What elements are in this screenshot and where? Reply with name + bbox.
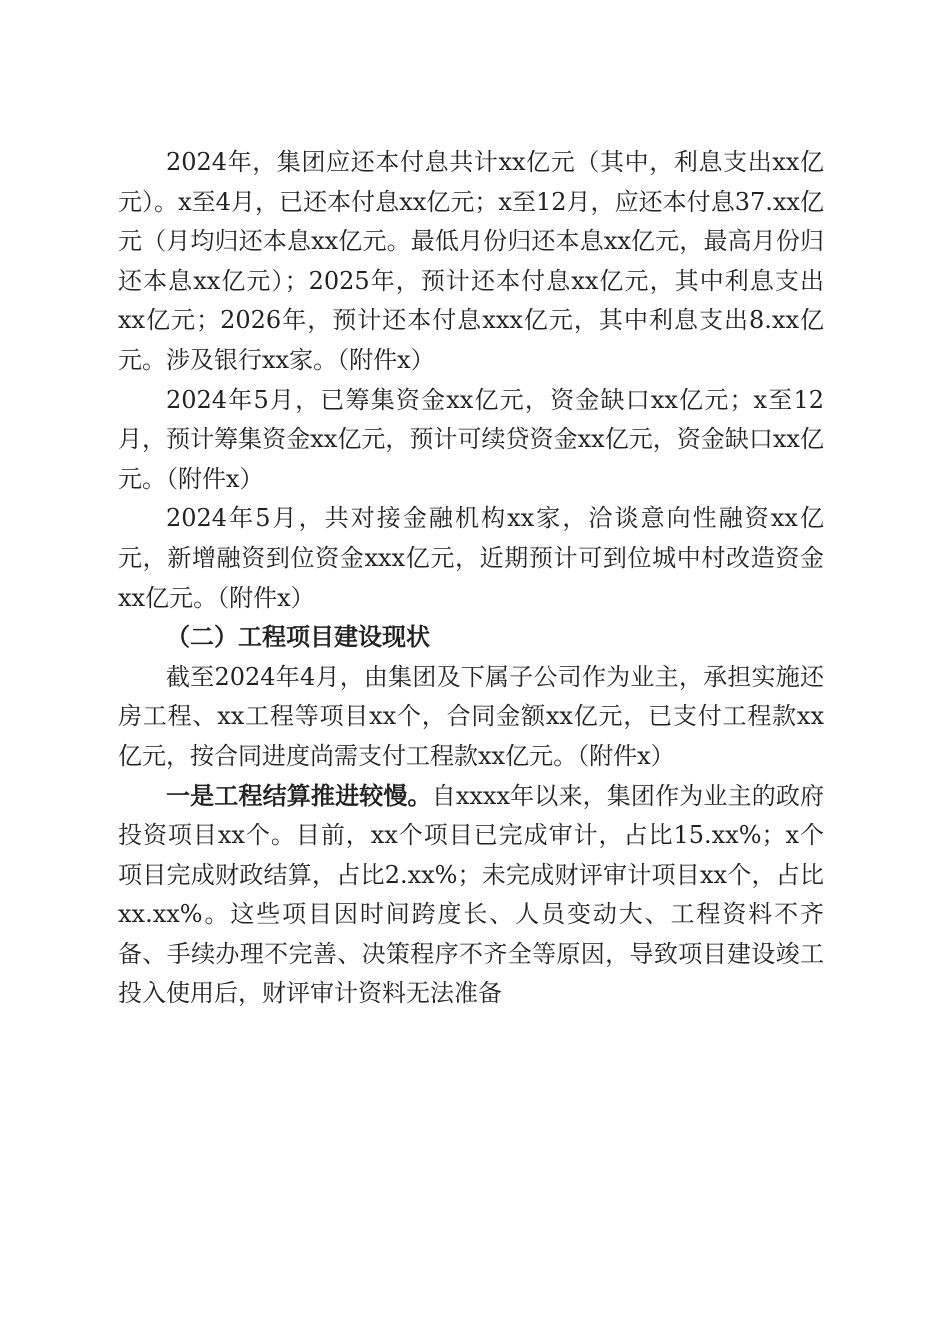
paragraph-financing: 2024年5月，共对接金融机构xx家，洽谈意向性融资xx亿元，新增融资到位资金xxx亿元，近期预计可到位城中村改造资金xx亿元。（附件x）: [118, 504, 824, 612]
paragraph-project-status: 截至2024年4月，由集团及下属子公司作为业主，承担实施还房工程、xx工程等项目xx个，合同金额xx亿元，已支付工程款xx亿元，按合同进度尚需支付工程款xx亿元。（附件x）: [118, 662, 824, 770]
paragraph-debt-repayment: 2024年，集团应还本付息共计xx亿元（其中，利息支出xx亿元）。x至4月，已还本付息xx亿元；x至12月，应还本付息37.xx亿元（月均归还本息xx亿元。最低月份归还本息xx亿元，最高月份归还本息xx亿元）；2025年，预计还本付息xx亿元，其中利息支出xx亿元；2026年，预计还本付息xxx亿元，其中利息支出8.xx亿元。涉及银行xx家。（附件x）: [118, 148, 824, 374]
document-body: [118, 143, 824, 1014]
section-heading: （二）工程项目建设现状: [166, 623, 430, 652]
point-one-lead: 一是工程结算推进较慢。: [166, 781, 432, 810]
paragraph-funding-gap: 2024年5月，已筹集资金xx亿元，资金缺口xx亿元；x至12月，预计筹集资金xx亿元，预计可续贷资金xx亿元，资金缺口xx亿元。（附件x）: [118, 385, 824, 493]
point-one-text: 自xxxx年以来，集团作为业主的政府投资项目xx个。目前，xx个项目已完成审计，占比15.xx%；x个项目完成财政结算，占比2.xx%；未完成财评审计项目xx个，占比xx.xx%。这些项目因时间跨度长、人员变动大、工程资料不齐备、手续办理不完善、决策程序不齐全等原因，导致项目建设竣工投入使用后，财评审计资料无法准备: [118, 781, 825, 1008]
paragraph-point-one: [118, 777, 824, 1015]
